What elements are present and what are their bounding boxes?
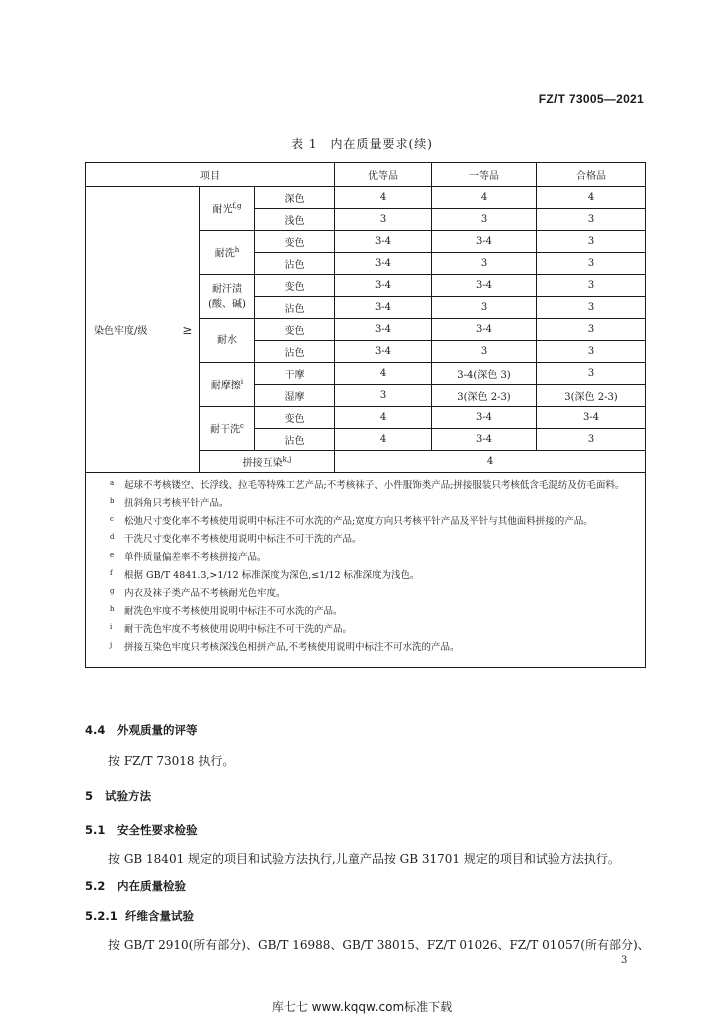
main-category-label: 染色牢度/级 (86, 187, 176, 473)
table-note: f 根据 GB/T 4841.3,>1/12 标准深度为深色,≤1/12 标准深度为浅色。 (110, 569, 420, 581)
standard-code: FZ/T 73005—2021 (538, 92, 644, 106)
table-title: 表 1 内在质量要求(续) (291, 137, 433, 151)
section-paragraph: 按 GB/T 2910(所有部分)、GB/T 16988、GB/T 38015、FZ/T 01026、FZ/T 01057(所有部分)、 (108, 938, 650, 952)
row-v1: 3 (335, 385, 432, 407)
table-notes (86, 473, 646, 668)
row-v2: 3-4 (432, 275, 537, 297)
row-v2: 3 (432, 209, 537, 231)
row-v3: 3 (537, 319, 646, 341)
table-note: e 单件质量偏差率不考核拼接产品。 (110, 551, 267, 563)
section-heading-5-2-1: 5.2.1 纤维含量试验 (85, 909, 194, 923)
row-v3: 3 (537, 253, 646, 275)
geq-symbol: ≥ (176, 187, 200, 473)
watermark-text: 库七七 www.kqqw.com标准下载 (271, 1000, 453, 1014)
table-row (86, 187, 646, 209)
row-v3: 4 (537, 187, 646, 209)
row-v3: 3 (537, 275, 646, 297)
table-note: b 扭斜角只考核平针产品。 (110, 497, 229, 509)
row-v2: 3-4 (432, 319, 537, 341)
header-grade-3: 合格品 (537, 163, 646, 187)
row-v1: 3-4 (335, 253, 432, 275)
row-v3: 3 (537, 231, 646, 253)
group-wash-fastness: 耐洗$^h$ (200, 231, 255, 275)
row-sub: 深色 (255, 187, 335, 209)
row-sub: 变色 (255, 275, 335, 297)
table-note: c 松弛尺寸变化率不考核使用说明中标注不可水洗的产品;宽度方向只考核平针产品及平针与其他面料拼接的产品。 (110, 515, 593, 527)
header-grade-2: 一等品 (432, 163, 537, 187)
row-v3: 3-4 (537, 407, 646, 429)
group-sweat-fastness: 耐汗渍 (酸、碱) (200, 275, 255, 319)
table-header-row (86, 163, 646, 187)
row-v2: 3 (432, 341, 537, 363)
row-sub: 变色 (255, 319, 335, 341)
row-v3: 3(深色 2-3) (537, 385, 646, 407)
header-grade-1: 优等品 (335, 163, 432, 187)
row-v1: 4 (335, 363, 432, 385)
row-sub: 变色 (255, 231, 335, 253)
row-v2: 3(深色 2-3) (432, 385, 537, 407)
row-sub: 沾色 (255, 297, 335, 319)
row-sub: 湿摩 (255, 385, 335, 407)
section-paragraph: 按 FZ/T 73018 执行。 (108, 754, 235, 768)
row-v1: 3 (335, 209, 432, 231)
table-note: j 拼接互染色牢度只考核深浅色相拼产品,不考核使用说明中标注不可水洗的产品。 (110, 641, 460, 653)
table-note: d 干洗尺寸变化率不考核使用说明中标注不可干洗的产品。 (110, 533, 362, 545)
section-paragraph: 按 GB 18401 规定的项目和试验方法执行,儿童产品按 GB 31701 规定的项目和试验方法执行。 (108, 852, 620, 866)
row-v1: 4 (335, 429, 432, 451)
row-v3: 3 (537, 297, 646, 319)
row-v3: 3 (537, 209, 646, 231)
row-v1: 3-4 (335, 275, 432, 297)
row-v3: 3 (537, 429, 646, 451)
table-notes-row (86, 473, 646, 668)
table-note: i 耐干洗色牢度不考核使用说明中标注不可干洗的产品。 (110, 623, 353, 635)
row-sub: 变色 (255, 407, 335, 429)
row-v3: 3 (537, 363, 646, 385)
joint-staining-value: 4 (335, 451, 646, 473)
section-heading-5: 5 试验方法 (85, 789, 151, 803)
row-sub: 浅色 (255, 209, 335, 231)
group-rub-fastness: 耐摩擦$^i$ (200, 363, 255, 407)
row-v2: 3-4 (432, 407, 537, 429)
row-v1: 3-4 (335, 341, 432, 363)
section-heading-5-2: 5.2 内在质量检验 (85, 879, 186, 893)
row-v1: 4 (335, 407, 432, 429)
row-v1: 3-4 (335, 297, 432, 319)
row-v1: 3-4 (335, 231, 432, 253)
row-v2: 4 (432, 187, 537, 209)
row-v1: 4 (335, 187, 432, 209)
row-v2: 3-4(深色 3) (432, 363, 537, 385)
row-sub: 干摩 (255, 363, 335, 385)
section-heading-4-4: 4.4 外观质量的评等 (85, 723, 198, 737)
table-note: h 耐洗色牢度不考核使用说明中标注不可水洗的产品。 (110, 605, 343, 617)
group-dryclean-fastness: 耐干洗$^c$ (200, 407, 255, 451)
page-number: 3 (621, 955, 628, 966)
quality-table (85, 162, 646, 668)
group-joint-staining: 拼接互染$^{k,j}$ (200, 451, 335, 473)
row-v1: 3-4 (335, 319, 432, 341)
row-sub: 沾色 (255, 341, 335, 363)
row-sub: 沾色 (255, 429, 335, 451)
table-note: a 起球不考核镂空、长浮线、拉毛等特殊工艺产品;不考核袜子、小件服饰类产品;拼接服装只考核低含毛混纺及仿毛面料。 (110, 479, 625, 491)
row-sub: 沾色 (255, 253, 335, 275)
section-heading-5-1: 5.1 安全性要求检验 (85, 823, 198, 837)
table-note: g 内衣及袜子类产品不考核耐光色牢度。 (110, 587, 286, 599)
row-v2: 3 (432, 297, 537, 319)
header-item: 项目 (86, 163, 335, 187)
row-v2: 3 (432, 253, 537, 275)
row-v2: 3-4 (432, 231, 537, 253)
row-v3: 3 (537, 341, 646, 363)
group-water-fastness: 耐水 (200, 319, 255, 363)
row-v2: 3-4 (432, 429, 537, 451)
group-light-fastness: 耐光$^{f,g}$ (200, 187, 255, 231)
